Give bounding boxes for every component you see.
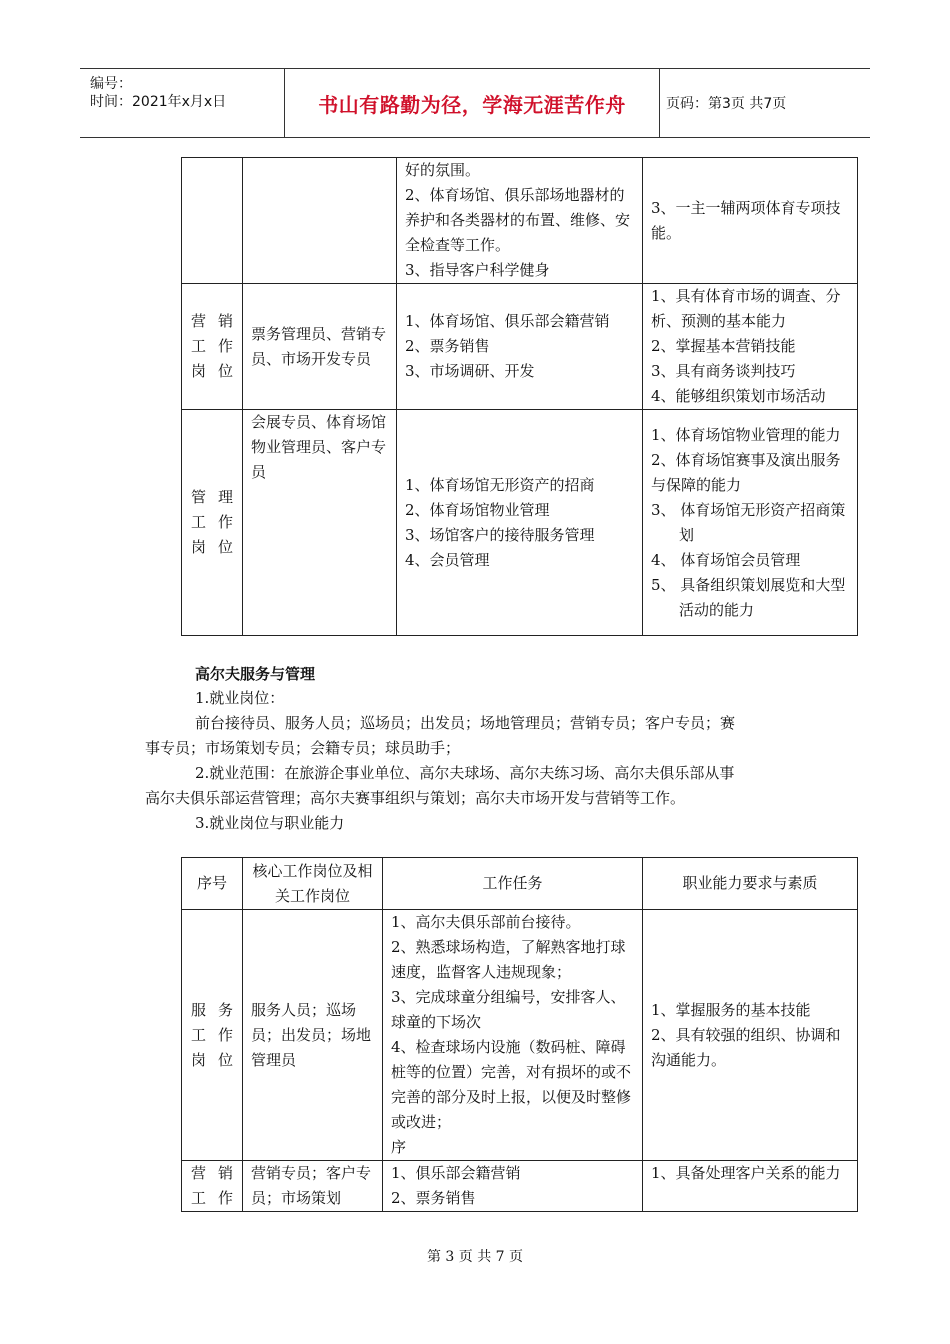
table-row [182, 158, 858, 284]
task-item: 3、场馆客户的接待服务管理 [405, 525, 595, 544]
paragraph-jobs-line2: 事专员；市场策划专员；会籍专员；球员助手； [145, 739, 461, 757]
tasks-cell [383, 1161, 643, 1212]
document-number-label: 编号： [90, 76, 132, 92]
ability-item: 1、具有体育市场的调查、分析、预测的基本能力 [651, 287, 841, 330]
task-item: 2、熟悉球场构造，了解熟客地打球速度，监督客人违规现象； [391, 938, 626, 981]
header-page-info: 页码：第3页 共7页 [666, 96, 787, 112]
task-item: 4、检查球场内设施（数码桩、障碍桩等的位置）完善，对有损坏的或不完善的部分及时上报，以便及时整修或改进； [391, 1038, 632, 1131]
ability-item: 5、 具备组织策划展览和大型活动的能力 [651, 575, 846, 619]
task-item: 1、高尔夫俱乐部前台接待。 [391, 913, 581, 931]
header-meta [80, 69, 285, 137]
ability-item: 4、能够组织策划市场活动 [651, 387, 826, 405]
section-title: 高尔夫服务与管理 [195, 665, 316, 683]
category-cell: 管理工作岗位 [182, 410, 243, 636]
task-item: 3、指导客户科学健身 [405, 261, 550, 279]
paragraph-scope-line1: 2.就业范围：在旅游企事业单位、高尔夫球场、高尔夫练习场、高尔夫俱乐部从事 [195, 764, 735, 782]
header-motto: 书山有路勤为径，学海无涯苦作舟 [285, 69, 660, 137]
ability-item: 2、具有较强的组织、协调和沟通能力。 [651, 1025, 841, 1069]
table-header-row [182, 858, 858, 910]
positions-cell [243, 158, 397, 284]
category-cell: 营销工作 [182, 1161, 243, 1212]
task-item: 1、体育场馆、俱乐部会籍营销 [405, 312, 610, 330]
header-cell-index: 序号 [182, 858, 243, 910]
header-cell-tasks: 工作任务 [383, 858, 643, 910]
ability-item: 1、具备处理客户关系的能力 [651, 1164, 841, 1182]
task-item: 好的氛围。 [405, 161, 481, 179]
positions-cell: 会展专员、体育场馆物业管理员、客户专员 [243, 410, 397, 636]
ability-item: 1、体育场馆物业管理的能力 [651, 425, 841, 444]
positions-cell: 营销专员；客户专员；市场策划 [243, 1161, 383, 1212]
page-footer: 第 3 页 共 7 页 [426, 1249, 524, 1265]
ability-item: 2、体育场馆赛事及演出服务与保障的能力 [651, 450, 841, 494]
paragraph-ability-label: 3.就业岗位与职业能力 [195, 814, 345, 832]
paragraph-jobs-line1: 前台接待员、服务人员；巡场员；出发员；场地管理员；营销专员；客户专员；赛 [195, 714, 736, 732]
ability-item: 2、掌握基本营销技能 [651, 337, 796, 355]
table-row [182, 910, 858, 1161]
category-cell: 营销工作岗位 [182, 284, 243, 410]
sports-jobs-table [181, 157, 858, 636]
task-item: 4、会员管理 [405, 550, 490, 569]
abilities-cell [643, 1161, 858, 1212]
abilities-cell [643, 158, 858, 284]
abilities-cell [643, 910, 858, 1161]
ability-item: 3、 体育场馆无形资产招商策划 [651, 500, 846, 544]
task-item: 1、体育场馆无形资产的招商 [405, 475, 595, 494]
tasks-cell [397, 410, 643, 636]
ability-item: 4、 体育场馆会员管理 [651, 550, 801, 569]
abilities-cell [643, 410, 858, 636]
header-cell-positions: 核心工作岗位及相关工作岗位 [243, 858, 383, 910]
task-item: 序 [391, 1138, 407, 1156]
category-cell: 服务工作岗位 [182, 910, 243, 1161]
task-item: 2、体育场馆、俱乐部场地器材的养护和各类器材的布置、维修、安全检查等工作。 [405, 186, 631, 254]
paragraph-jobs-label: 1.就业岗位： [195, 689, 285, 707]
abilities-cell [643, 284, 858, 410]
tasks-cell [397, 158, 643, 284]
positions-cell: 票务管理员、营销专员、市场开发专员 [243, 284, 397, 410]
document-date: 时间：2021年x月x日 [90, 94, 227, 110]
ability-item: 3、具有商务谈判技巧 [651, 362, 796, 380]
task-item: 3、市场调研、开发 [405, 362, 535, 380]
paragraph-scope-line2: 高尔夫俱乐部运营管理；高尔夫赛事组织与策划；高尔夫市场开发与营销等工作。 [145, 789, 686, 807]
category-cell [182, 158, 243, 284]
task-item: 2、票务销售 [405, 337, 490, 355]
table-row [182, 410, 858, 636]
task-item: 2、票务销售 [391, 1189, 476, 1207]
ability-item: 1、掌握服务的基本技能 [651, 1000, 811, 1019]
task-item: 2、体育场馆物业管理 [405, 500, 550, 519]
header-cell-abilities: 职业能力要求与素质 [643, 858, 858, 910]
task-item: 1、俱乐部会籍营销 [391, 1164, 521, 1182]
golf-jobs-table [181, 857, 858, 1212]
table-row [182, 284, 858, 410]
tasks-cell [397, 284, 643, 410]
task-item: 3、完成球童分组编号，安排客人、球童的下场次 [391, 988, 626, 1031]
table-row [182, 1161, 858, 1212]
positions-cell: 服务人员；巡场员；出发员；场地管理员 [243, 910, 383, 1161]
page-header [80, 68, 870, 138]
tasks-cell [383, 910, 643, 1161]
ability-item: 3、一主一辅两项体育专项技能。 [651, 198, 841, 242]
